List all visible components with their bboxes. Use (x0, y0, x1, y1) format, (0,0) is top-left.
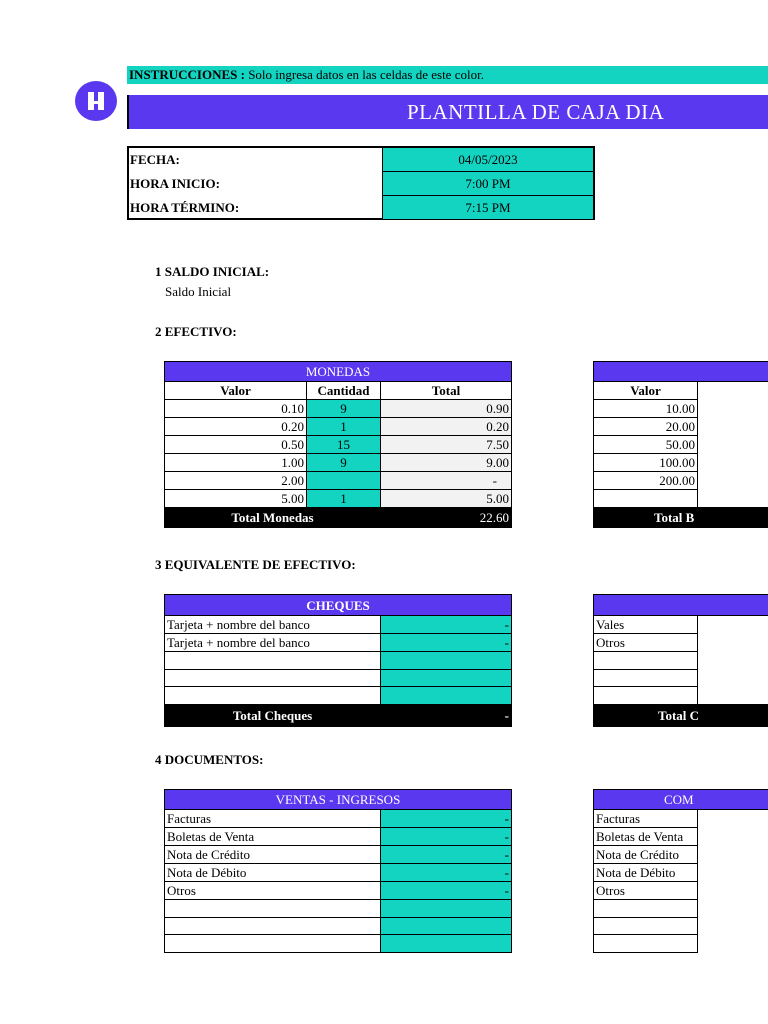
table-row (594, 490, 768, 508)
instructions-text: Solo ingresa datos en las celdas de este color. (248, 67, 484, 82)
table-row (165, 810, 512, 828)
saldo-inicial-item: Saldo Inicial (165, 284, 232, 299)
table-row (594, 418, 768, 436)
table-row (165, 846, 512, 864)
empty-cell (698, 828, 768, 846)
table-row (594, 634, 768, 652)
column-header-total: Total (381, 382, 512, 400)
empty-cell (698, 634, 768, 652)
hora-inicio-label: HORA INICIO: (130, 176, 220, 191)
vales-label: Otros (594, 634, 698, 652)
table-row (594, 882, 768, 900)
ventas-input[interactable] (381, 917, 512, 935)
info-row-hora-termino (129, 196, 593, 219)
table-row (594, 454, 768, 472)
empty-cell (698, 490, 768, 508)
cantidad-input[interactable] (307, 472, 381, 490)
billetes-table (593, 361, 768, 528)
ventas-table (164, 789, 512, 953)
cheque-label: Tarjeta + nombre del banco (165, 616, 381, 634)
compras-label (594, 935, 698, 953)
ventas-label: Nota de Débito (165, 864, 381, 882)
cheques-table (164, 594, 512, 727)
table-row (594, 687, 768, 705)
table-row (594, 917, 768, 935)
total-monedas-label: Total Monedas (165, 508, 381, 528)
section-saldo-inicial-title: 1 SALDO INICIAL: (155, 264, 270, 279)
valor-cell: 200.00 (594, 472, 698, 490)
empty-cell (698, 669, 768, 687)
valor-cell: 0.20 (165, 418, 307, 436)
empty-cell (698, 864, 768, 882)
total-cheques-value: - (381, 704, 512, 726)
cheque-input[interactable] (381, 669, 512, 687)
table-row (165, 436, 512, 454)
total-billetes-label: Total B (594, 507, 768, 527)
ventas-label: Boletas de Venta (165, 828, 381, 846)
table-row (594, 669, 768, 687)
table-row (594, 828, 768, 846)
compras-table (593, 789, 768, 953)
cantidad-input[interactable]: 1 (307, 490, 381, 508)
cheque-input[interactable] (381, 687, 512, 705)
column-header-valor: Valor (165, 382, 307, 400)
table-row (165, 634, 512, 652)
empty-cell (698, 917, 768, 935)
empty-cell (698, 454, 768, 472)
hora-termino-label: HORA TÉRMINO: (130, 200, 240, 215)
vales-table (593, 594, 768, 727)
vales-header (594, 595, 768, 616)
table-row (594, 935, 768, 953)
table-row (165, 400, 512, 418)
valor-cell: 10.00 (594, 400, 698, 418)
info-row-fecha (129, 148, 593, 171)
cantidad-input[interactable]: 1 (307, 418, 381, 436)
ventas-input[interactable]: - (381, 828, 512, 846)
billetes-header (594, 362, 768, 382)
empty-cell (698, 846, 768, 864)
vales-label (594, 669, 698, 687)
total-cell: - (381, 472, 512, 490)
vales-label: Vales (594, 616, 698, 634)
ventas-label (165, 935, 381, 953)
ventas-header: VENTAS - INGRESOS (165, 790, 512, 810)
ventas-label: Facturas (165, 810, 381, 828)
empty-cell (698, 900, 768, 918)
ventas-input[interactable] (381, 935, 512, 953)
table-row (594, 652, 768, 670)
fecha-value[interactable]: 04/05/2023 (382, 148, 593, 171)
total-cell: 0.20 (381, 418, 512, 436)
table-row (594, 846, 768, 864)
cheque-input[interactable] (381, 652, 512, 670)
total-cheques-label: Total Cheques (165, 704, 381, 726)
info-row-hora-inicio (129, 172, 593, 195)
table-row (594, 864, 768, 882)
table-row (165, 828, 512, 846)
total-vales-label: Total C (594, 704, 768, 726)
cantidad-input[interactable]: 9 (307, 400, 381, 418)
section-equivalente-title: 3 EQUIVALENTE DE EFECTIVO: (155, 557, 356, 572)
compras-label: Otros (594, 882, 698, 900)
table-row (165, 669, 512, 687)
table-row (165, 418, 512, 436)
empty-cell (698, 418, 768, 436)
title-bar (127, 95, 768, 129)
cheque-input[interactable]: - (381, 616, 512, 634)
empty-cell (698, 935, 768, 953)
ventas-input[interactable]: - (381, 882, 512, 900)
table-row (165, 454, 512, 472)
ventas-input[interactable]: - (381, 864, 512, 882)
monedas-header: MONEDAS (165, 362, 512, 382)
compras-label (594, 900, 698, 918)
valor-cell (594, 490, 698, 508)
cheque-label (165, 687, 381, 705)
table-row (165, 490, 512, 508)
empty-cell (698, 382, 768, 400)
compras-label: Boletas de Venta (594, 828, 698, 846)
empty-cell (698, 652, 768, 670)
table-row (165, 472, 512, 490)
monedas-table (164, 361, 512, 528)
valor-cell: 0.10 (165, 400, 307, 418)
empty-cell (698, 616, 768, 634)
hora-termino-value[interactable]: 7:15 PM (382, 196, 593, 219)
valor-cell: 2.00 (165, 472, 307, 490)
table-row (594, 900, 768, 918)
table-row (594, 472, 768, 490)
column-header-valor: Valor (594, 382, 698, 400)
title-bar-right (697, 95, 768, 129)
cheque-input[interactable]: - (381, 634, 512, 652)
vales-label (594, 652, 698, 670)
valor-cell: 1.00 (165, 454, 307, 472)
vales-label (594, 687, 698, 705)
table-row (594, 616, 768, 634)
cheque-label: Tarjeta + nombre del banco (165, 634, 381, 652)
page-title: PLANTILLA DE CAJA DIA (407, 100, 665, 124)
ventas-input[interactable] (381, 900, 512, 918)
valor-cell: 5.00 (165, 490, 307, 508)
valor-cell: 50.00 (594, 436, 698, 454)
table-row (594, 810, 768, 828)
empty-cell (698, 687, 768, 705)
total-monedas-value: 22.60 (381, 508, 512, 528)
compras-label: Nota de Crédito (594, 846, 698, 864)
cantidad-input[interactable]: 9 (307, 454, 381, 472)
column-header-cantidad: Cantidad (307, 382, 381, 400)
empty-cell (698, 436, 768, 454)
valor-cell: 20.00 (594, 418, 698, 436)
empty-cell (698, 472, 768, 490)
hora-inicio-value[interactable]: 7:00 PM (382, 172, 593, 195)
empty-cell (698, 400, 768, 418)
logo (75, 81, 117, 121)
table-row (594, 436, 768, 454)
ventas-label (165, 917, 381, 935)
table-row (165, 900, 512, 918)
valor-cell: 0.50 (165, 436, 307, 454)
table-row (165, 917, 512, 935)
table-row (165, 616, 512, 634)
cheque-label (165, 652, 381, 670)
total-cell: 9.00 (381, 454, 512, 472)
total-cell: 0.90 (381, 400, 512, 418)
empty-cell (698, 882, 768, 900)
compras-label: Nota de Débito (594, 864, 698, 882)
table-row (165, 652, 512, 670)
compras-label (594, 917, 698, 935)
instructions-bar (127, 66, 768, 84)
empty-cell (698, 810, 768, 828)
fecha-label: FECHA: (130, 152, 180, 167)
section-efectivo-title: 2 EFECTIVO: (155, 324, 237, 339)
table-row (165, 882, 512, 900)
instructions-label: INSTRUCCIONES : (129, 67, 245, 82)
table-row (165, 864, 512, 882)
ventas-label: Nota de Crédito (165, 846, 381, 864)
logo-icon (75, 81, 117, 121)
section-documentos-title: 4 DOCUMENTOS: (155, 752, 264, 767)
cheque-label (165, 669, 381, 687)
cheques-header: CHEQUES (165, 595, 512, 616)
compras-label: Facturas (594, 810, 698, 828)
table-row (165, 687, 512, 705)
total-cell: 5.00 (381, 490, 512, 508)
ventas-label (165, 900, 381, 918)
ventas-input[interactable]: - (381, 846, 512, 864)
ventas-label: Otros (165, 882, 381, 900)
table-row (594, 400, 768, 418)
cantidad-input[interactable]: 15 (307, 436, 381, 454)
info-block (127, 146, 595, 220)
total-cell: 7.50 (381, 436, 512, 454)
valor-cell: 100.00 (594, 454, 698, 472)
ventas-input[interactable]: - (381, 810, 512, 828)
table-row (165, 935, 512, 953)
compras-header: COM (594, 790, 768, 810)
